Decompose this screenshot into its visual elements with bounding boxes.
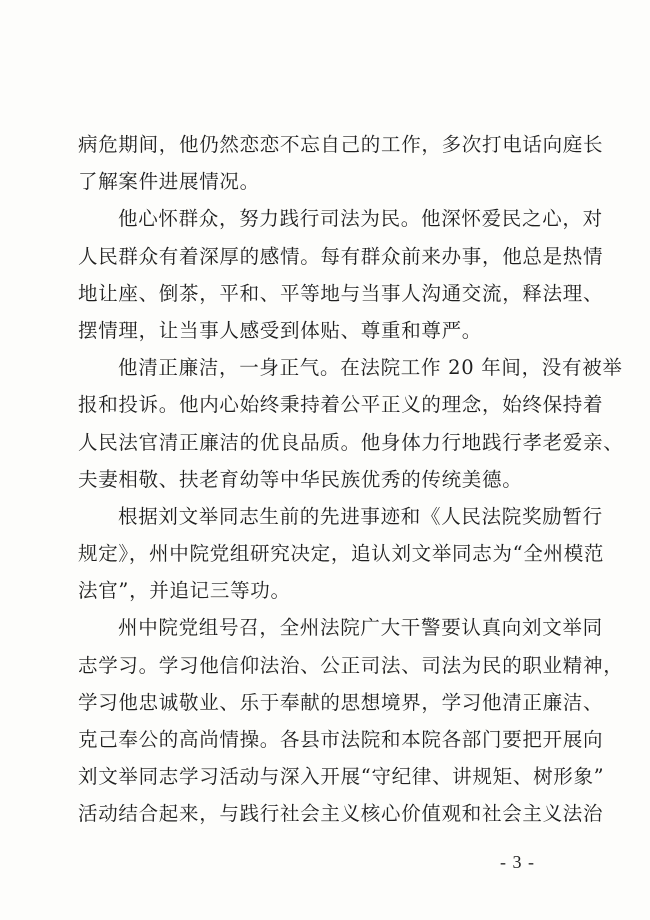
text-line: 摆情理，让当事人感受到体贴、尊重和尊严。 xyxy=(78,318,483,342)
text-line: 州中院党组号召，全州法院广大干警要认真向刘文举同 xyxy=(118,616,603,640)
text-line: 他心怀群众，努力践行司法为民。他深怀爱民之心，对 xyxy=(118,207,603,231)
text-line: 病危期间，他仍然恋恋不忘自己的工作，多次打电话向庭长 xyxy=(78,133,604,156)
body-text xyxy=(78,126,624,833)
text-line: 根据刘文举同志生前的先进事迹和《人民法院奖励暂行 xyxy=(118,504,603,528)
text-line: 他清正廉洁，一身正气。在法院工作 20 年间，没有被举 xyxy=(118,356,623,380)
page-number: - 3 - xyxy=(500,852,535,872)
text-line: 克己奉公的高尚情操。各县市法院和本院各部门要把开展向 xyxy=(78,728,604,751)
text-line: 志学习。学习他信仰法治、公正司法、司法为民的职业精神， xyxy=(78,653,624,677)
text-line: 人民法官清正廉洁的优良品质。他身体力行地践行孝老爱亲、 xyxy=(78,430,624,454)
text-line: 人民群众有着深厚的感情。每有群众前来办事，他总是热情 xyxy=(78,244,604,268)
text-line: 了解案件进展情况。 xyxy=(78,170,260,194)
text-line: 刘文举同志学习活动与深入开展“守纪律、讲规矩、树形象” xyxy=(78,765,605,789)
text-line: 报和投诉。他内心始终秉持着公平正义的理念，始终保持着 xyxy=(78,393,604,417)
text-line: 规定》，州中院党组研究决定，追认刘文举同志为“全州模范 xyxy=(78,542,605,566)
text-line: 法官”，并追记三等功。 xyxy=(78,579,291,603)
text-line: 地让座、倒茶，平和、平等地与当事人沟通交流，释法理、 xyxy=(78,281,604,305)
text-line: 学习他忠诚敬业、乐于奉献的思想境界，学习他清正廉洁、 xyxy=(78,690,604,714)
text-line: 活动结合起来，与践行社会主义核心价值观和社会主义法治 xyxy=(78,802,604,826)
text-line: 夫妻相敬、扶老育幼等中华民族优秀的传统美德。 xyxy=(78,467,523,491)
